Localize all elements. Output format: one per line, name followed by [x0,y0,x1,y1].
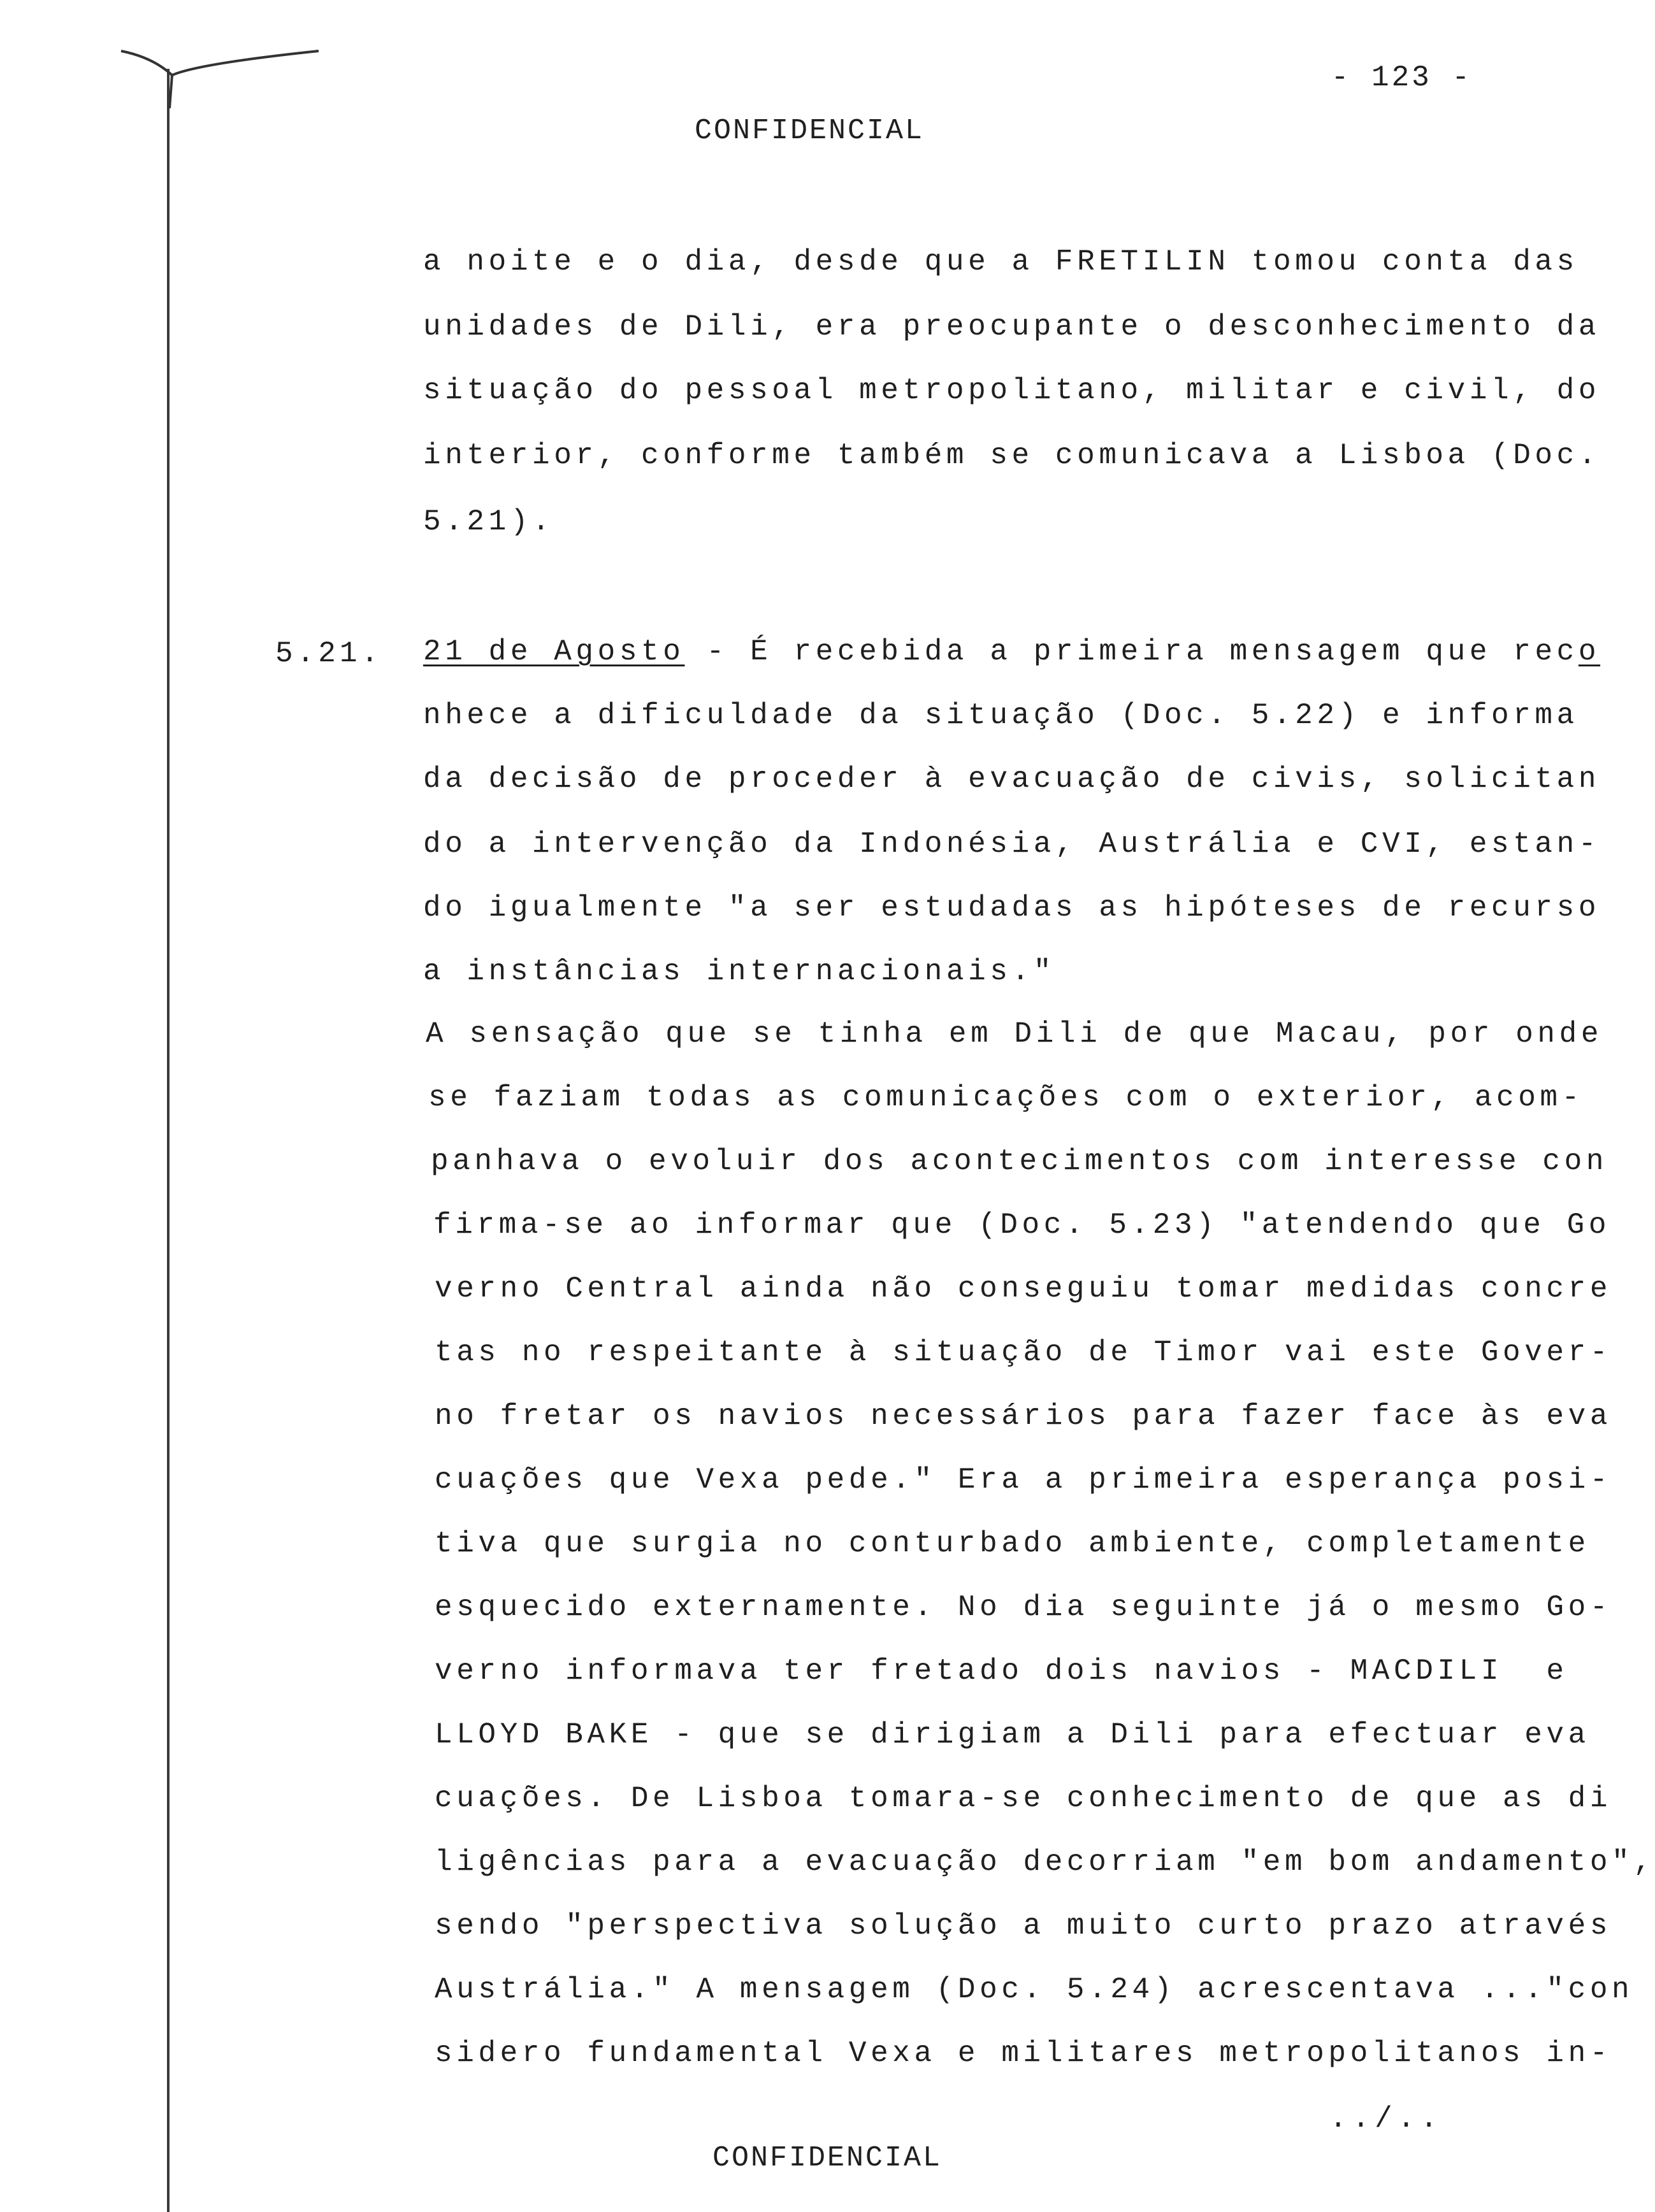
text-line: esquecido externamente. No dia seguinte já o mesmo Go- [435,1591,1612,1624]
text-line: verno informava ter fretado dois navios - MACDILI e [435,1655,1568,1688]
text-line: sendo "perspectiva solução a muito curto prazo através [435,1909,1612,1943]
text-line: panhava o evoluir dos acontecimentos com interesse con [431,1145,1608,1178]
classification-footer: CONFIDENCIAL [712,2142,943,2174]
page-number: - 123 - [1331,61,1472,94]
text-line: situação do pessoal metropolitano, militar e civil, do [423,374,1601,407]
text-segment: - É recebida a primeira mensagem que rec [684,635,1579,668]
text-line: cuações que Vexa pede." Era a primeira esperança posi- [435,1463,1612,1497]
text-line: se faziam todas as comunicações com o exterior, acom- [428,1081,1584,1114]
text-segment: o [1578,635,1601,668]
text-line: 5.21). [423,505,554,538]
text-line: ligências para a evacuação decorriam "em bom andamento", [435,1846,1655,1879]
text-line: unidades de Dili, era preocupante o desconhecimento da [423,310,1601,343]
text-line: interior, conforme também se comunicava a Lisboa (Doc. [423,439,1601,472]
text-line: verno Central ainda não conseguiu tomar medidas concre [435,1272,1612,1305]
text-line: LLOYD BAKE - que se dirigiam a Dili para efectuar eva [435,1718,1590,1751]
text-line [423,637,1600,666]
binding-curve-mark [115,38,331,108]
text-line: a noite e o dia, desde que a FRETILIN tomou conta das [423,245,1579,278]
text-line: A sensação que se tinha em Dili de que Macau, por onde [426,1017,1603,1051]
text-line: a instâncias internacionais." [423,955,1055,988]
text-line: nhece a dificuldade da situação (Doc. 5.22) e informa [423,699,1579,732]
text-line: da decisão de proceder à evacuação de civis, solicitan [423,763,1601,796]
text-line: firma-se ao informar que (Doc. 5.23) "atendendo que Go [433,1209,1611,1242]
paragraph-number: 5.21. [275,637,383,670]
binding-edge-line [167,69,170,2212]
classification-header: CONFIDENCIAL [695,115,925,147]
text-line: tiva que surgia no conturbado ambiente, completamente [435,1527,1590,1560]
text-line: Austrália." A mensagem (Doc. 5.24) acrescentava ..."con [435,1973,1634,2006]
text-line: cuações. De Lisboa tomara-se conhecimento de que as di [435,1782,1612,1815]
date-heading: 21 de Agosto [423,635,685,668]
continuation-mark: ../.. [1329,2102,1443,2136]
text-line: tas no respeitante à situação de Timor vai este Gover- [435,1336,1612,1369]
text-line: do igualmente "a ser estudadas as hipóteses de recurso [423,891,1601,924]
text-line: do a intervenção da Indonésia, Austrália e CVI, estan- [423,828,1601,861]
text-line: no fretar os navios necessários para fazer face às eva [435,1400,1612,1433]
text-line: sidero fundamental Vexa e militares metropolitanos in- [435,2037,1612,2070]
